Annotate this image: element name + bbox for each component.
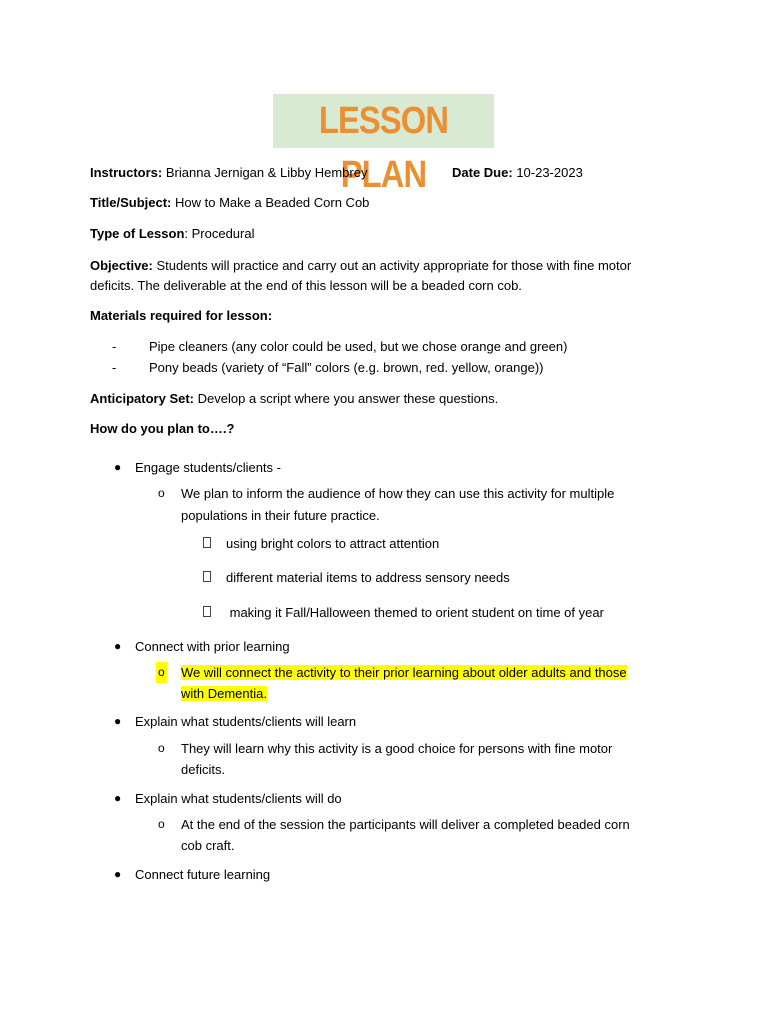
bullet-marker: ● (114, 867, 122, 881)
square-bullet-icon (203, 606, 211, 617)
instructors-value: Brianna Jernigan & Libby Hembrey (165, 165, 368, 180)
prior-sub-2-text: with Dementia. (181, 686, 267, 701)
instructors-line (90, 162, 367, 183)
title-subject-value: How to Make a Beaded Corn Cob (175, 195, 370, 210)
title-subject-label: Title/Subject: (90, 195, 172, 210)
anticipatory-set-label: Anticipatory Set: (90, 391, 195, 406)
circle-marker: o (158, 817, 165, 831)
anticipatory-set-value: Develop a script where you answer these questions. (197, 391, 499, 406)
type-of-lesson-label: Type of Lesson (90, 226, 185, 241)
circle-marker: o (158, 486, 165, 500)
bullet-connect-prior: Connect with prior learning (135, 639, 290, 654)
type-of-lesson-line (90, 223, 254, 244)
engage-sub-1: We plan to inform the audience of how they can use this activity for multiple (181, 486, 615, 501)
instructors-label: Instructors: (90, 165, 163, 180)
objective-text-1: Students will practice and carry out an activity appropriate for those with fine motor (156, 258, 632, 273)
do-sub-2: cob craft. (181, 838, 235, 853)
bullet-explain-learn: Explain what students/clients will learn (135, 714, 357, 729)
objective-label: Objective: (90, 258, 153, 273)
square-bullet-icon (203, 571, 211, 582)
date-due-label: Date Due: (452, 165, 513, 180)
circle-marker: o (158, 741, 165, 755)
bullet-marker: ● (114, 791, 122, 805)
bullet-marker: ● (114, 714, 122, 728)
objective-line-2 (90, 275, 522, 296)
page-title: LESSON PLAN (318, 100, 449, 196)
date-due-line (452, 162, 583, 183)
engage-sub-2: populations in their future practice. (181, 508, 380, 523)
title-subject-line (90, 192, 369, 213)
date-due-value: 10-23-2023 (516, 165, 583, 180)
engage-point-2: different material items to address sensory needs (226, 570, 510, 585)
materials-item-2: Pony beads (variety of “Fall” colors (e.g. brown, red. yellow, orange)) (149, 360, 544, 375)
do-sub-1: At the end of the session the participants will deliver a completed beaded corn (181, 817, 630, 832)
circle-marker: o (156, 662, 167, 683)
bullet-marker: ● (114, 639, 122, 653)
plan-heading-text: How do you plan to….? (90, 421, 235, 436)
plan-heading (90, 418, 234, 439)
objective-text-2: deficits. The deliverable at the end of this lesson will be a beaded corn cob. (90, 278, 522, 293)
materials-item-1: Pipe cleaners (any color could be used, but we chose orange and green) (149, 339, 568, 354)
anticipatory-set-line (90, 388, 498, 409)
bullet-future-learning: Connect future learning (135, 867, 271, 882)
prior-sub-2 (181, 683, 681, 704)
learn-sub-2: deficits. (181, 762, 226, 777)
bullet-marker: ● (114, 460, 122, 474)
prior-sub-1 (181, 662, 681, 683)
engage-point-1: using bright colors to attract attention (226, 536, 440, 551)
dash-marker: - (112, 339, 117, 354)
materials-heading (90, 305, 272, 326)
engage-point-3: making it Fall/Halloween themed to orient student on time of year (226, 605, 604, 620)
prior-sub-1-text: We will connect the activity to their prior learning about older adults and those (181, 665, 627, 680)
type-of-lesson-value: : Procedural (184, 226, 255, 241)
bullet-engage: Engage students/clients - (135, 460, 281, 475)
square-bullet-icon (203, 537, 211, 548)
learn-sub-1: They will learn why this activity is a good choice for persons with fine motor (181, 741, 613, 756)
materials-heading-text: Materials required for lesson: (90, 308, 273, 323)
bullet-explain-do: Explain what students/clients will do (135, 791, 342, 806)
objective-line-1 (90, 255, 631, 276)
dash-marker: - (112, 360, 117, 375)
